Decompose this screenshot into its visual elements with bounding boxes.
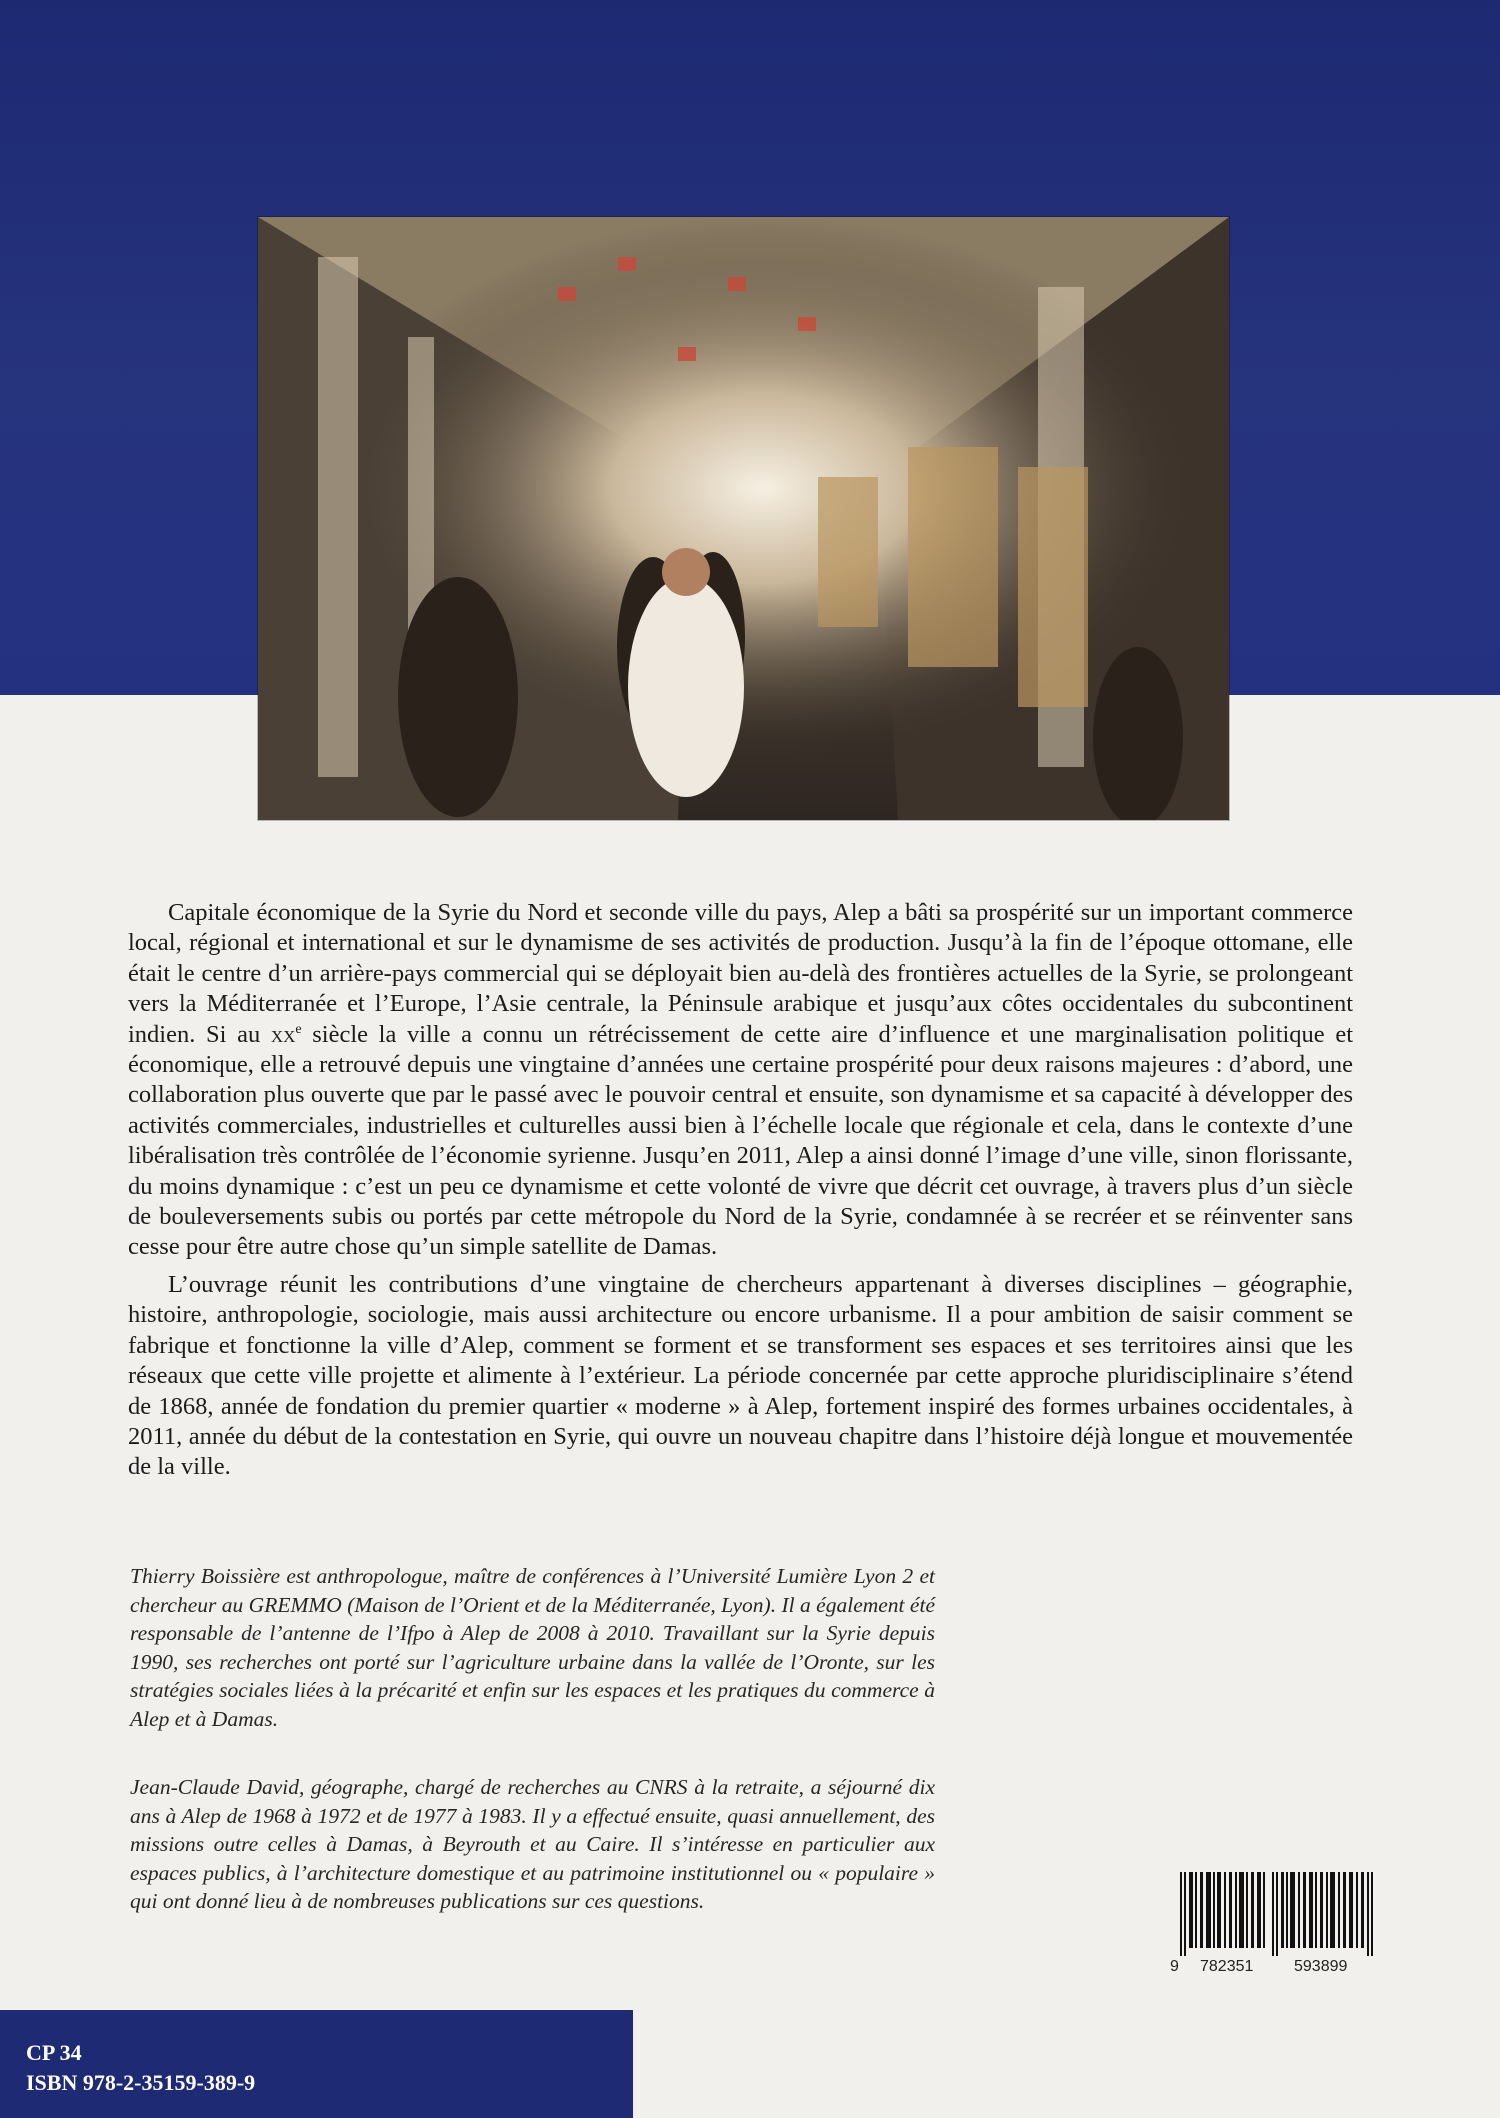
- description-paragraph-2: [128, 1270, 1353, 1483]
- p1-sentence-3b: siècle la ville a connu un rétrécissement de cette aire d’influence et une marginalisation politique et économique, elle a retrouvé depuis une vingtaine d’années une certaine prospérité pour deux raisons majeures : d’abord, une collaboration plus ouverte que par le passé avec le pouvoir central et ensuite, son dynamisme et sa capacité à développer des activités commerciales, industrielles et culturelles aussi bien à l’échelle locale que régionale et cela, dans le contexte d’une libéralisation très contrôlée de l’économie syrienne.: [128, 1020, 1354, 1170]
- catalog-codes: [26, 2038, 255, 2098]
- souk-photo-illustration: [258, 217, 1229, 820]
- barcode-group-1: 782351: [1200, 1958, 1254, 1975]
- p1-sentence-2: Jusqu’à la fin de l’époque ottomane, elle était le centre d’un arrière-pays commercial qui se déployait bien au-delà des frontières actuelles de la Syrie, se prolongeant vers la Méditerranée et l’Europe, l’Asie centrale, la Péninsule arabique et jusqu’aux côtes occidentales du subcontinent indien.: [128, 929, 1354, 1048]
- isbn-barcode: [1170, 1872, 1380, 1982]
- p1-century: xx: [270, 1020, 296, 1048]
- bio-david-text: Jean-Claude David, géographe, chargé de recherches au CNRS à la retraite, a séjourné dix ans à Alep de 1968 à 1972 et de 1977 à 1983. Il y a effectué ensuite, quasi annuellement, des missions outre celles à Damas, à Beyrouth et au Caire. Il s’intéresse en particulier aux espaces publics, à l’architecture domestique et au patrimoine institutionnel ou « populaire » qui ont donné lieu à de nombreuses publications sur ces questions.: [130, 1775, 935, 1913]
- p1-century-sup: e: [295, 1021, 302, 1037]
- description-paragraph-1: [128, 898, 1353, 1263]
- p1-sentence-4: Jusqu’en 2011, Alep a ainsi donné l’image d’une ville, sinon florissante, du moins dynamique : c’est un peu ce dynamisme et cette volonté de vivre que décrit cet ouvrage, à travers plus d’un siècle de bouleversements subis ou portés par cette métropole du Nord de la Syrie, condamnée à se recréer et se réinventer sans cesse pour être autre chose qu’un simple satellite de Damas.: [128, 1142, 1353, 1261]
- p1-sentence-3a: Si au: [206, 1020, 271, 1048]
- isbn-text: ISBN 978-2-35159-389-9: [26, 2070, 256, 2095]
- barcode-lead-digit: 9: [1170, 1958, 1179, 1975]
- bio-boissiere-text: Thierry Boissière est anthropologue, maître de conférences à l’Université Lumière Lyon 2 et chercheur au GREMMO (Maison de l’Orient et de la Méditerranée, Lyon). Il a également été responsable de l’antenne de l’Ifpo à Alep de 2008 à 2010. Travaillant sur la Syrie depuis 1990, ses recherches ont porté sur l’agriculture urbaine dans la vallée de l’Oronte, sur les stratégies sociales liées à la précarité et enfin sur les espaces et les pratiques du commerce à Alep et à Damas.: [130, 1564, 935, 1731]
- p1-sentence-1: Capitale économique de la Syrie du Nord et seconde ville du pays, Alep a bâti sa prospérité sur un important commerce local, régional et international et sur le dynamisme de ses activités de production.: [128, 899, 1353, 957]
- author-bio-boissiere: [130, 1562, 935, 1733]
- collection-code: CP 34: [26, 2040, 82, 2065]
- barcode-bars: [1180, 1872, 1376, 1956]
- author-bio-david: [130, 1773, 935, 1916]
- barcode-digits: [1170, 1956, 1380, 1980]
- souk-photo: [258, 217, 1229, 820]
- barcode-group-2: 593899: [1294, 1958, 1348, 1975]
- p2-text: L’ouvrage réunit les contributions d’une vingtaine de chercheurs appartenant à diverses disciplines – géographie, histoire, anthropologie, sociologie, mais aussi architecture ou encore urbanisme. Il a pour ambition de saisir comment se fabrique et fonctionne la ville d’Alep, comment se forment et se transforment ses espaces et ses territoires ainsi que les réseaux que cette ville projette et alimente à l’extérieur. La période concernée par cette approche pluridisciplinaire s’étend de 1868, année de fondation du premier quartier « moderne » à Alep, fortement inspiré des formes urbaines occidentales, à 2011, année du début de la contestation en Syrie, qui ouvre un nouveau chapitre dans l’histoire déjà longue et mouvementée de la ville.: [128, 1271, 1353, 1481]
